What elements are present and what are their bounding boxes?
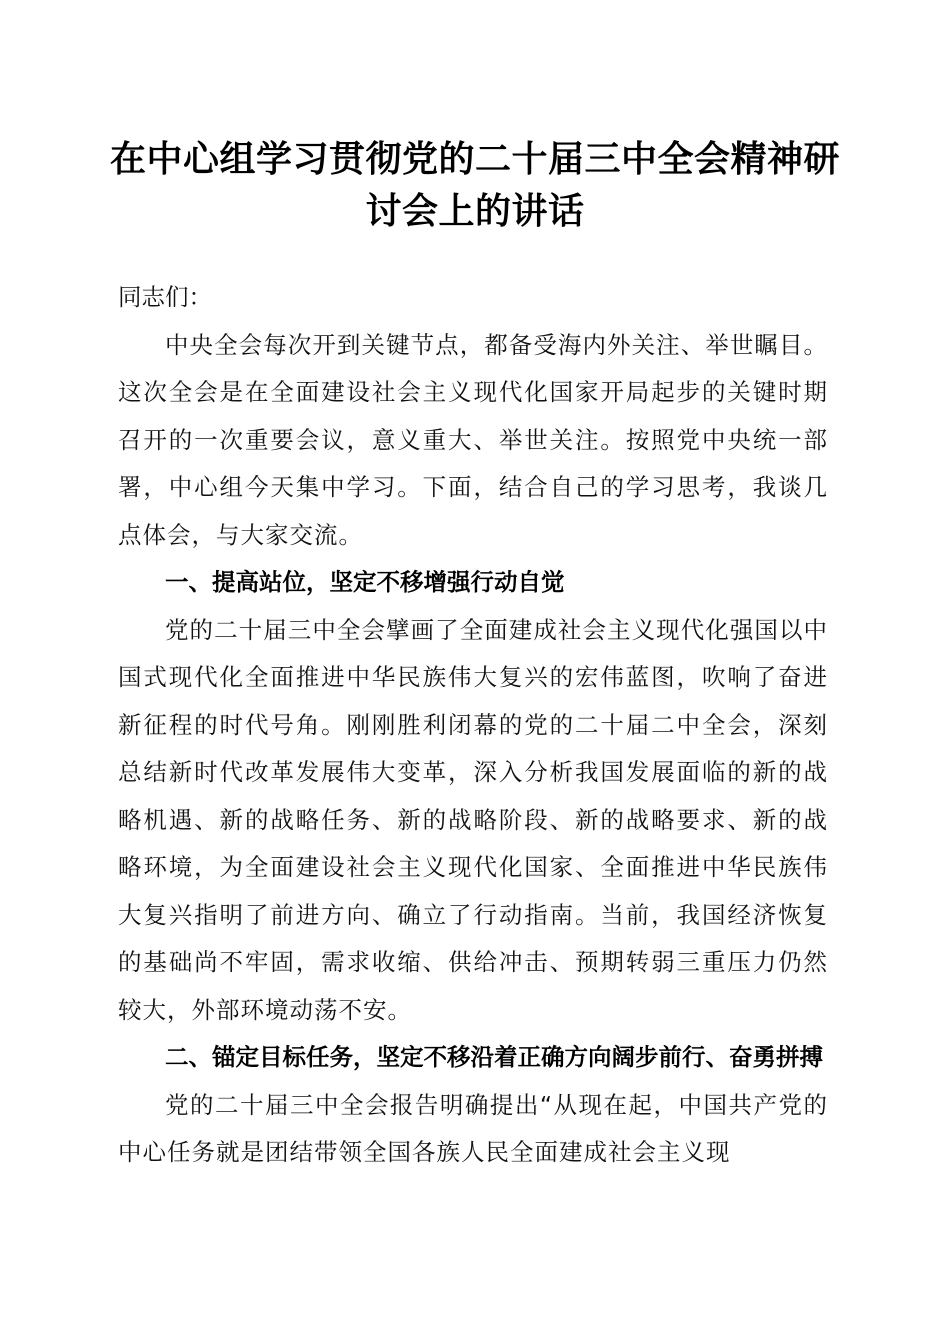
title-line-1: 在中心组学习贯彻党的二十届三中全会精神研 [110,138,841,180]
intro-paragraph: 中央全会每次开到关键节点，都备受海内外关注、举世瞩目。这次全会是在全面建设社会主义现代化国家开局起步的关键时期召开的一次重要会议，意义重大、举世关注。按照党中央统一部署，中心组今天集中学习。下面，结合自己的学习思考，我谈几点体会，与大家交流。 [118,330,828,549]
section-heading-1: 一、提高站位，坚定不移增强行动自觉 [165,568,565,596]
section-2-paragraph: 党的二十届三中全会报告明确提出“从现在起，中国共产党的中心任务就是团结带领全国各族人民全面建成社会主义现 [118,1090,828,1166]
salutation: 同志们： [118,283,212,311]
document-title [110,133,840,237]
document-body [118,274,828,1177]
section-1-paragraph: 党的二十届三中全会擘画了全面建成社会主义现代化强国以中国式现代化全面推进中华民族伟大复兴的宏伟蓝图，吹响了奋进新征程的时代号角。刚刚胜利闭幕的党的二十届二中全会，深刻总结新时代改革发展伟大变革，深入分析我国发展面临的新的战略机遇、新的战略任务、新的战略阶段、新的战略要求、新的战略环境，为全面建设社会主义现代化国家、全面推进中华民族伟大复兴指明了前进方向、确立了行动指南。当前，我国经济恢复的基础尚不牢固，需求收缩、供给冲击、预期转弱三重压力仍然较大，外部环境动荡不安。 [118,615,828,1024]
section-heading-2: 二、锚定目标任务，坚定不移沿着正确方向阔步前行、奋勇拼搏 [165,1043,823,1071]
title-line-2: 讨会上的讲话 [365,190,585,232]
